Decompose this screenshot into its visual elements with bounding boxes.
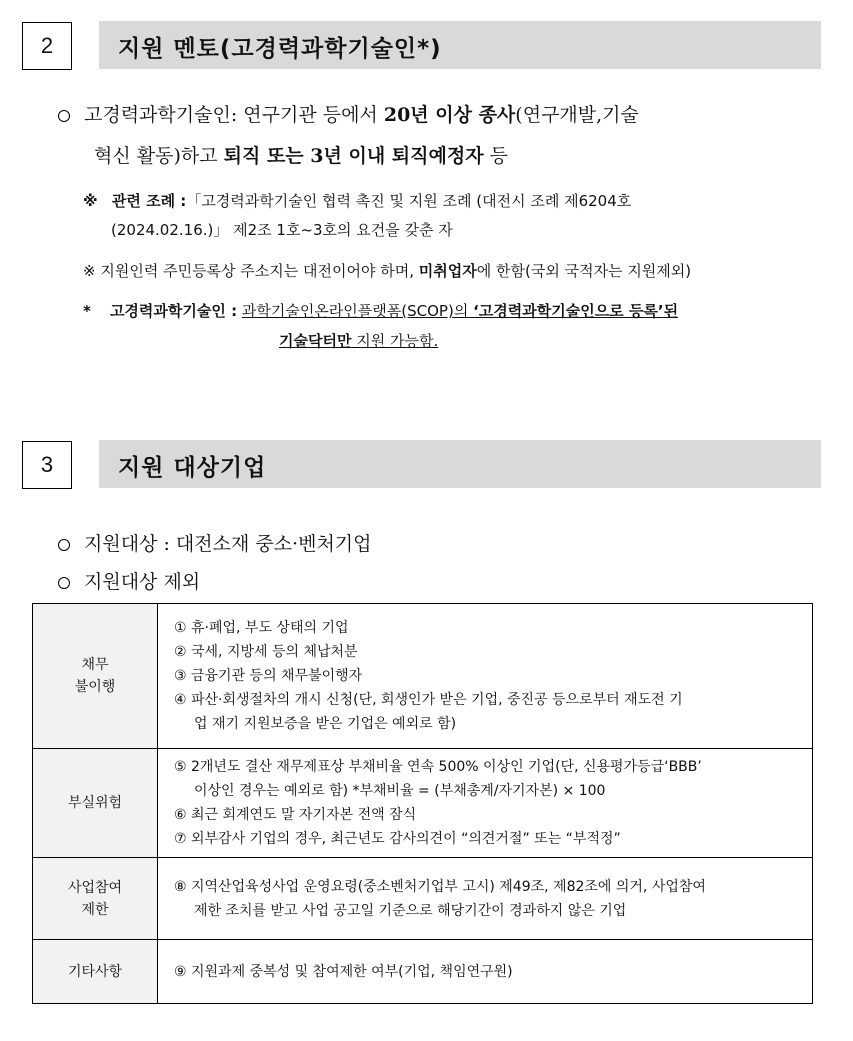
note-residency: ※ 지원인력 주민등록상 주소지는 대전이어야 하며, 미취업자에 한함(국외 국적자는 지원제외) xyxy=(83,262,692,280)
circle-bullet-icon xyxy=(58,110,70,122)
list-item: ⑦ 외부감사 기업의 경우, 최근년도 감사의견이 “의견거절” 또는 “부적정” xyxy=(174,831,621,847)
reference-mark: ※ xyxy=(83,262,96,280)
category-cell: 부실위험 xyxy=(33,749,158,858)
section-number: 3 xyxy=(40,452,54,477)
exclusion-table xyxy=(32,603,813,1004)
list-item: ⑧ 지역산업육성사업 운영요령(중소벤처기업부 고시) 제49조, 제82조에 의거, 사업참여 xyxy=(174,878,706,895)
bullet-line: 지원대상 제외 xyxy=(58,567,200,594)
reference-mark: ※ xyxy=(83,192,98,210)
section-number-box xyxy=(22,441,72,489)
section-number-box xyxy=(22,22,72,70)
section-number: 2 xyxy=(40,33,54,58)
category-cell: 사업참여 제한 xyxy=(33,858,158,940)
circle-bullet-icon xyxy=(58,539,70,551)
list-item: ⑨ 지원과제 중복성 및 참여제한 여부(기업, 책임연구원) xyxy=(174,963,513,980)
items-cell xyxy=(158,749,813,858)
list-item: ② 국세, 지방세 등의 체납처분 xyxy=(174,644,358,660)
items-cell xyxy=(158,940,813,1004)
category-cell: 채무 불이행 xyxy=(33,604,158,749)
table-row xyxy=(33,749,813,858)
items-cell xyxy=(158,604,813,749)
table-row xyxy=(33,940,813,1004)
list-item: ① 휴·폐업, 부도 상태의 기업 xyxy=(174,620,349,636)
note-related-ordinance: ※ 관련 조례 :「고경력과학기술인 협력 촉진 및 지원 조례 (대전시 조례 제6204호 xyxy=(83,192,632,210)
note-definition-continued: 기술닥터만 지원 가능함. xyxy=(279,332,439,350)
section-title: 지원 대상기업 xyxy=(118,455,267,481)
list-item-continued: 업 재기 지원보증을 받은 기업은 예외로 함) xyxy=(194,716,457,732)
list-item: ③ 금융기관 등의 채무불이행자 xyxy=(174,668,363,684)
items-cell xyxy=(158,858,813,940)
list-item-continued: 제한 조치를 받고 사업 공고일 기준으로 해당기간이 경과하지 않은 기업 xyxy=(194,902,627,919)
table-row xyxy=(33,858,813,940)
section-title: 지원 멘토(고경력과학기술인*) xyxy=(118,36,442,62)
list-item: ⑥ 최근 회계연도 말 자기자본 전액 잠식 xyxy=(174,807,417,823)
note-related-ordinance-continued: (2024.02.16.)」 제2조 1호~3호의 요건을 갖춘 자 xyxy=(111,221,453,239)
bullet-line-continued: 혁신 활동)하고 퇴직 또는 3년 이내 퇴직예정자 등 xyxy=(94,145,508,167)
list-item: ⑤ 2개년도 결산 재무제표상 부채비율 연속 500% 이상인 기업(단, 신용평가등급‘BBB’ xyxy=(174,759,702,775)
table-row xyxy=(33,604,813,749)
bullet-line: 고경력과학기술인: 연구기관 등에서 20년 이상 종사(연구개발,기술 xyxy=(58,100,639,127)
note-definition: * 고경력과학기술인 : 과학기술인온라인플랫폼(SCOP)의 ‘고경력과학기술인으로 등록’된 xyxy=(83,302,679,320)
bullet-line: 지원대상 : 대전소재 중소·벤처기업 xyxy=(58,529,372,556)
list-item: ④ 파산·회생절차의 개시 신청(단, 회생인가 받은 기업, 중진공 등으로부터 재도전 기 xyxy=(174,692,683,708)
category-cell: 기타사항 xyxy=(33,940,158,1004)
asterisk-mark: * xyxy=(83,302,91,320)
circle-bullet-icon xyxy=(58,577,70,589)
list-item-continued: 이상인 경우는 예외로 함) *부채비율 = (부채총계/자기자본) × 100 xyxy=(194,783,606,799)
